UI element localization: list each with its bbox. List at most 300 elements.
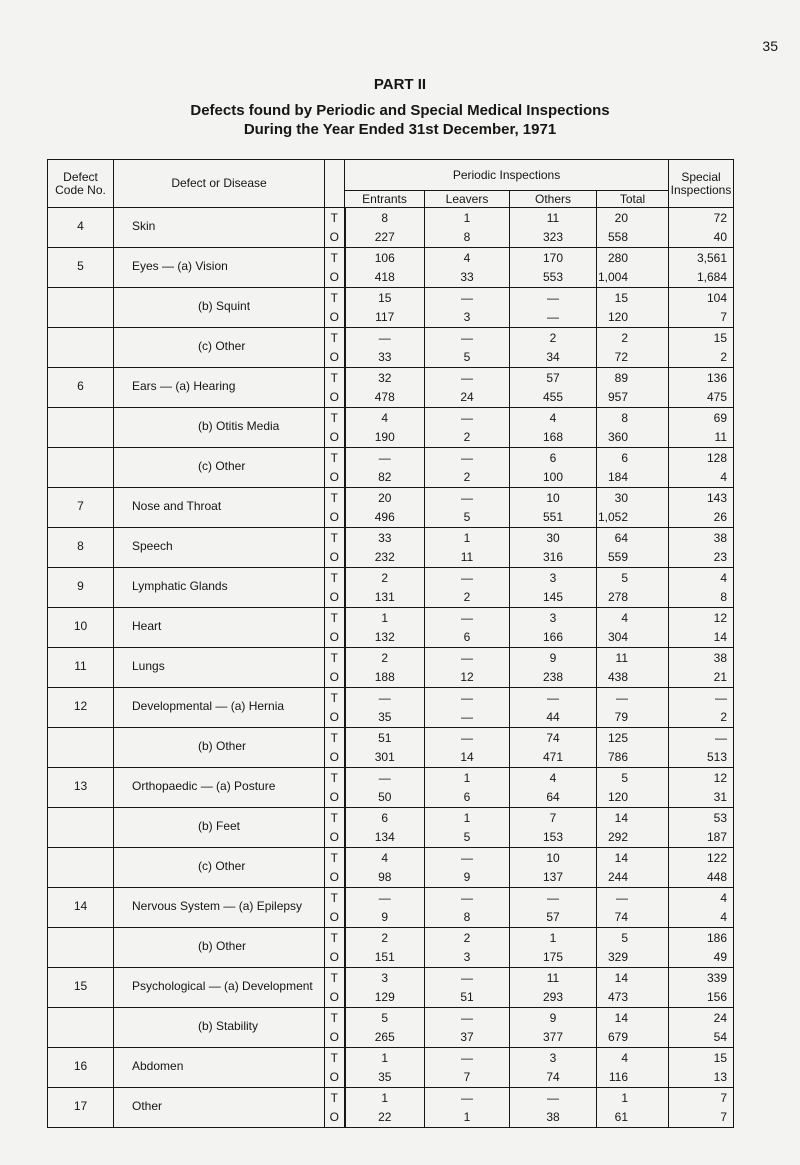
entrants-cell (345, 328, 425, 368)
special-t-value: 339 (706, 971, 728, 985)
others-cell (510, 848, 597, 888)
others-o-value: 553 (542, 270, 564, 284)
special-t-value: 12 (713, 611, 728, 625)
total-o-value: 61 (614, 1110, 629, 1124)
total-o-value: 278 (607, 590, 629, 604)
others-t-value: 6 (549, 451, 557, 465)
header-entrants: Entrants (345, 191, 425, 208)
special-cell (669, 768, 734, 808)
marker-t: T (330, 371, 338, 385)
leavers-t-value: — (461, 971, 473, 985)
entrants-cell (345, 688, 425, 728)
others-t-value: 57 (546, 371, 560, 385)
table-row (48, 248, 734, 288)
leavers-o-value: 8 (463, 230, 471, 244)
marker-t: T (330, 731, 338, 745)
defect-name: (b) Stability (114, 1008, 325, 1048)
total-o-value: 72 (614, 350, 629, 364)
marker-t: T (330, 971, 338, 985)
special-o-value: 54 (713, 1030, 728, 1044)
defect-code: 4 (48, 208, 114, 248)
row-marker (325, 768, 345, 808)
total-cell (597, 288, 669, 328)
entrants-cell (345, 608, 425, 648)
entrants-o-value: 301 (374, 750, 395, 764)
marker-o: O (329, 630, 339, 644)
others-t-value: 11 (546, 971, 560, 985)
leavers-t-value: — (461, 331, 473, 345)
entrants-t-value: 32 (378, 371, 392, 385)
leavers-cell (425, 1088, 510, 1128)
marker-o: O (329, 470, 339, 484)
others-t-value: 3 (549, 611, 557, 625)
leavers-o-value: 3 (463, 950, 471, 964)
total-t-value: 11 (615, 651, 629, 665)
total-cell (597, 688, 669, 728)
leavers-cell (425, 448, 510, 488)
table-row (48, 568, 734, 608)
others-o-value: 44 (546, 710, 560, 724)
leavers-t-value: 1 (463, 531, 471, 545)
table-body (48, 208, 734, 1128)
marker-t: T (330, 931, 338, 945)
header-code: Defect Code No. (48, 160, 114, 208)
special-cell (669, 248, 734, 288)
special-t-value: 12 (713, 771, 728, 785)
others-t-value: — (547, 891, 559, 905)
leavers-cell (425, 528, 510, 568)
others-t-value: — (547, 1091, 559, 1105)
leavers-o-value: 9 (463, 870, 471, 884)
total-cell (597, 768, 669, 808)
special-t-value: 186 (706, 931, 728, 945)
special-cell (669, 408, 734, 448)
others-cell (510, 888, 597, 928)
entrants-o-value: 190 (374, 430, 395, 444)
entrants-cell (345, 928, 425, 968)
total-o-value: 292 (607, 830, 629, 844)
entrants-t-value: 2 (381, 571, 389, 585)
table-row (48, 488, 734, 528)
entrants-t-value: 3 (381, 971, 389, 985)
marker-t: T (330, 531, 338, 545)
entrants-t-value: 2 (381, 931, 389, 945)
total-o-value: 957 (607, 390, 629, 404)
total-t-value: 30 (614, 491, 629, 505)
marker-o: O (329, 270, 339, 284)
total-t-value: 4 (621, 611, 629, 625)
defect-code (48, 848, 114, 888)
others-o-value: 323 (542, 230, 564, 244)
others-cell (510, 728, 597, 768)
total-o-value: 786 (607, 750, 629, 764)
others-cell (510, 408, 597, 448)
total-t-value: 4 (621, 1051, 629, 1065)
total-t-value: 15 (614, 291, 629, 305)
entrants-cell (345, 488, 425, 528)
table-row (48, 888, 734, 928)
entrants-o-value: 151 (374, 950, 395, 964)
leavers-t-value: 1 (463, 811, 471, 825)
defect-name: (b) Other (114, 928, 325, 968)
entrants-cell (345, 888, 425, 928)
special-t-value: — (715, 731, 728, 745)
total-cell (597, 1088, 669, 1128)
total-t-value: 64 (614, 531, 629, 545)
special-t-value: 4 (720, 891, 728, 905)
defect-name: (c) Other (114, 848, 325, 888)
row-marker (325, 608, 345, 648)
others-t-value: — (547, 291, 559, 305)
row-marker (325, 728, 345, 768)
marker-t: T (330, 891, 338, 905)
leavers-cell (425, 888, 510, 928)
others-cell (510, 208, 597, 248)
special-o-value: 513 (706, 750, 728, 764)
others-o-value: 168 (542, 430, 564, 444)
marker-t: T (330, 411, 338, 425)
entrants-o-value: 265 (374, 1030, 395, 1044)
marker-t: T (330, 491, 338, 505)
entrants-o-value: 232 (374, 550, 395, 564)
total-o-value: 1,004 (597, 270, 629, 284)
special-cell (669, 968, 734, 1008)
row-marker (325, 368, 345, 408)
others-o-value: 455 (542, 390, 564, 404)
entrants-cell (345, 248, 425, 288)
special-o-value: 40 (713, 230, 728, 244)
leavers-o-value: 24 (460, 390, 474, 404)
special-cell (669, 328, 734, 368)
marker-t: T (330, 651, 338, 665)
entrants-t-value: 2 (381, 651, 389, 665)
leavers-t-value: 1 (463, 211, 471, 225)
leavers-t-value: — (461, 891, 473, 905)
total-t-value: 5 (621, 931, 629, 945)
others-t-value: 10 (546, 491, 560, 505)
entrants-t-value: — (378, 771, 391, 785)
defect-name: Eyes — (a) Vision (114, 248, 325, 288)
entrants-cell (345, 368, 425, 408)
table-row (48, 328, 734, 368)
entrants-cell (345, 528, 425, 568)
row-marker (325, 208, 345, 248)
leavers-o-value: 6 (463, 630, 471, 644)
leavers-o-value: 5 (463, 830, 471, 844)
special-t-value: 3,561 (696, 251, 728, 265)
row-marker (325, 568, 345, 608)
marker-o: O (329, 1070, 339, 1084)
leavers-o-value: 8 (463, 910, 471, 924)
leavers-cell (425, 728, 510, 768)
table-row (48, 1088, 734, 1128)
special-o-value: 13 (713, 1070, 728, 1084)
row-marker (325, 488, 345, 528)
row-marker (325, 408, 345, 448)
table-row (48, 728, 734, 768)
entrants-o-value: 35 (378, 710, 392, 724)
defect-code: 15 (48, 968, 114, 1008)
defect-code (48, 728, 114, 768)
entrants-t-value: 5 (381, 1011, 389, 1025)
leavers-o-value: 2 (463, 590, 471, 604)
marker-t: T (330, 1051, 338, 1065)
total-t-value: 5 (621, 571, 629, 585)
others-cell (510, 368, 597, 408)
leavers-cell (425, 1008, 510, 1048)
special-o-value: 187 (706, 830, 728, 844)
defect-code (48, 328, 114, 368)
total-o-value: 304 (607, 630, 629, 644)
entrants-t-value: 51 (378, 731, 392, 745)
total-cell (597, 648, 669, 688)
defect-code: 6 (48, 368, 114, 408)
row-marker (325, 848, 345, 888)
marker-o: O (329, 710, 339, 724)
header-others: Others (510, 191, 597, 208)
table-row (48, 968, 734, 1008)
leavers-o-value: 3 (463, 310, 471, 324)
special-t-value: 53 (713, 811, 728, 825)
marker-t: T (330, 1091, 338, 1105)
table-row (48, 808, 734, 848)
others-o-value: 137 (542, 870, 564, 884)
entrants-t-value: 1 (381, 1091, 389, 1105)
leavers-o-value: 12 (460, 670, 474, 684)
entrants-cell (345, 1008, 425, 1048)
others-t-value: 7 (549, 811, 557, 825)
total-cell (597, 248, 669, 288)
special-cell (669, 688, 734, 728)
leavers-t-value: — (461, 851, 473, 865)
defect-code: 17 (48, 1088, 114, 1128)
marker-t: T (330, 331, 338, 345)
marker-t: T (330, 1011, 338, 1025)
special-t-value: 7 (720, 1091, 728, 1105)
entrants-cell (345, 848, 425, 888)
marker-o: O (329, 550, 339, 564)
others-t-value: 11 (546, 211, 560, 225)
special-o-value: 156 (706, 990, 728, 1004)
leavers-cell (425, 608, 510, 648)
special-o-value: 23 (713, 550, 728, 564)
defect-name: Lungs (114, 648, 325, 688)
total-t-value: 6 (621, 451, 629, 465)
others-t-value: 9 (549, 651, 557, 665)
special-t-value: 128 (706, 451, 728, 465)
leavers-cell (425, 848, 510, 888)
others-t-value: 3 (549, 571, 557, 585)
total-cell (597, 888, 669, 928)
defect-code (48, 928, 114, 968)
leavers-cell (425, 808, 510, 848)
total-cell (597, 808, 669, 848)
defect-name: (c) Other (114, 448, 325, 488)
special-cell (669, 888, 734, 928)
row-marker (325, 808, 345, 848)
others-t-value: 30 (546, 531, 560, 545)
marker-t: T (330, 211, 338, 225)
leavers-o-value: 6 (463, 790, 471, 804)
defect-code: 9 (48, 568, 114, 608)
total-t-value: 1 (621, 1091, 629, 1105)
special-o-value: 2 (720, 350, 728, 364)
marker-t: T (330, 611, 338, 625)
marker-t: T (330, 691, 338, 705)
leavers-cell (425, 288, 510, 328)
special-o-value: 49 (713, 950, 728, 964)
others-cell (510, 928, 597, 968)
leavers-t-value: — (461, 731, 473, 745)
total-t-value: 14 (614, 851, 629, 865)
entrants-o-value: 22 (378, 1110, 392, 1124)
marker-o: O (329, 510, 339, 524)
leavers-cell (425, 408, 510, 448)
table-row (48, 768, 734, 808)
entrants-cell (345, 408, 425, 448)
leavers-cell (425, 208, 510, 248)
others-t-value: 3 (549, 1051, 557, 1065)
leavers-t-value: — (461, 1091, 473, 1105)
total-t-value: 14 (614, 971, 629, 985)
special-t-value: — (715, 691, 728, 705)
others-o-value: 64 (546, 790, 560, 804)
others-cell (510, 808, 597, 848)
total-o-value: 184 (607, 470, 629, 484)
entrants-t-value: — (378, 331, 391, 345)
row-marker (325, 528, 345, 568)
others-o-value: 166 (542, 630, 564, 644)
special-cell (669, 928, 734, 968)
others-t-value: 4 (549, 771, 557, 785)
special-cell (669, 488, 734, 528)
leavers-cell (425, 1048, 510, 1088)
entrants-o-value: 9 (381, 910, 389, 924)
total-o-value: 473 (607, 990, 629, 1004)
entrants-cell (345, 1048, 425, 1088)
leavers-o-value: 51 (460, 990, 474, 1004)
defect-code: 5 (48, 248, 114, 288)
others-cell (510, 248, 597, 288)
total-cell (597, 608, 669, 648)
leavers-o-value: 1 (463, 1110, 471, 1124)
leavers-cell (425, 368, 510, 408)
entrants-cell (345, 448, 425, 488)
entrants-o-value: 129 (374, 990, 395, 1004)
table-row (48, 208, 734, 248)
others-o-value: 153 (542, 830, 564, 844)
total-o-value: 120 (607, 310, 629, 324)
others-o-value: 471 (542, 750, 564, 764)
defect-name: Heart (114, 608, 325, 648)
leavers-cell (425, 328, 510, 368)
entrants-o-value: 227 (374, 230, 395, 244)
others-o-value: 57 (546, 910, 560, 924)
leavers-cell (425, 488, 510, 528)
marker-o: O (329, 830, 339, 844)
special-cell (669, 728, 734, 768)
special-cell (669, 528, 734, 568)
defect-code: 14 (48, 888, 114, 928)
leavers-o-value: — (461, 710, 473, 724)
row-marker (325, 888, 345, 928)
others-cell (510, 328, 597, 368)
row-marker (325, 648, 345, 688)
others-o-value: 100 (542, 470, 564, 484)
special-t-value: 72 (713, 211, 728, 225)
others-o-value: 34 (546, 350, 560, 364)
special-o-value: 4 (720, 470, 728, 484)
special-t-value: 143 (706, 491, 728, 505)
others-cell (510, 1088, 597, 1128)
entrants-t-value: — (378, 451, 391, 465)
entrants-t-value: — (378, 691, 391, 705)
marker-t: T (330, 771, 338, 785)
header-leavers: Leavers (425, 191, 510, 208)
defect-code: 13 (48, 768, 114, 808)
defect-code: 10 (48, 608, 114, 648)
special-cell (669, 848, 734, 888)
row-marker (325, 1008, 345, 1048)
special-o-value: 26 (713, 510, 728, 524)
leavers-cell (425, 648, 510, 688)
leavers-cell (425, 768, 510, 808)
defect-name: (b) Feet (114, 808, 325, 848)
defect-code: 12 (48, 688, 114, 728)
entrants-t-value: 6 (381, 811, 389, 825)
entrants-cell (345, 208, 425, 248)
marker-o: O (329, 390, 339, 404)
total-o-value: 438 (607, 670, 629, 684)
table-row (48, 368, 734, 408)
defect-name: Abdomen (114, 1048, 325, 1088)
special-t-value: 38 (713, 531, 728, 545)
entrants-t-value: 20 (378, 491, 392, 505)
special-o-value: 448 (706, 870, 728, 884)
leavers-t-value: — (461, 1051, 473, 1065)
defect-name: Nose and Throat (114, 488, 325, 528)
row-marker (325, 928, 345, 968)
leavers-t-value: — (461, 571, 473, 585)
header-special: Special Inspections (669, 160, 734, 208)
special-cell (669, 568, 734, 608)
others-cell (510, 1008, 597, 1048)
total-cell (597, 408, 669, 448)
table-row (48, 928, 734, 968)
others-cell (510, 688, 597, 728)
special-cell (669, 448, 734, 488)
special-o-value: 14 (713, 630, 728, 644)
entrants-t-value: 1 (381, 611, 389, 625)
defect-code (48, 408, 114, 448)
special-t-value: 122 (706, 851, 728, 865)
total-o-value: 79 (614, 710, 629, 724)
marker-o: O (329, 1030, 339, 1044)
defect-name: Orthopaedic — (a) Posture (114, 768, 325, 808)
total-t-value: 280 (607, 251, 629, 265)
total-o-value: 74 (614, 910, 629, 924)
row-marker (325, 968, 345, 1008)
others-cell (510, 528, 597, 568)
entrants-t-value: 4 (381, 411, 389, 425)
total-t-value: — (616, 891, 629, 905)
entrants-o-value: 35 (378, 1070, 392, 1084)
marker-t: T (330, 291, 338, 305)
marker-t: T (330, 851, 338, 865)
defect-code: 8 (48, 528, 114, 568)
total-t-value: 5 (621, 771, 629, 785)
entrants-t-value: 15 (378, 291, 392, 305)
